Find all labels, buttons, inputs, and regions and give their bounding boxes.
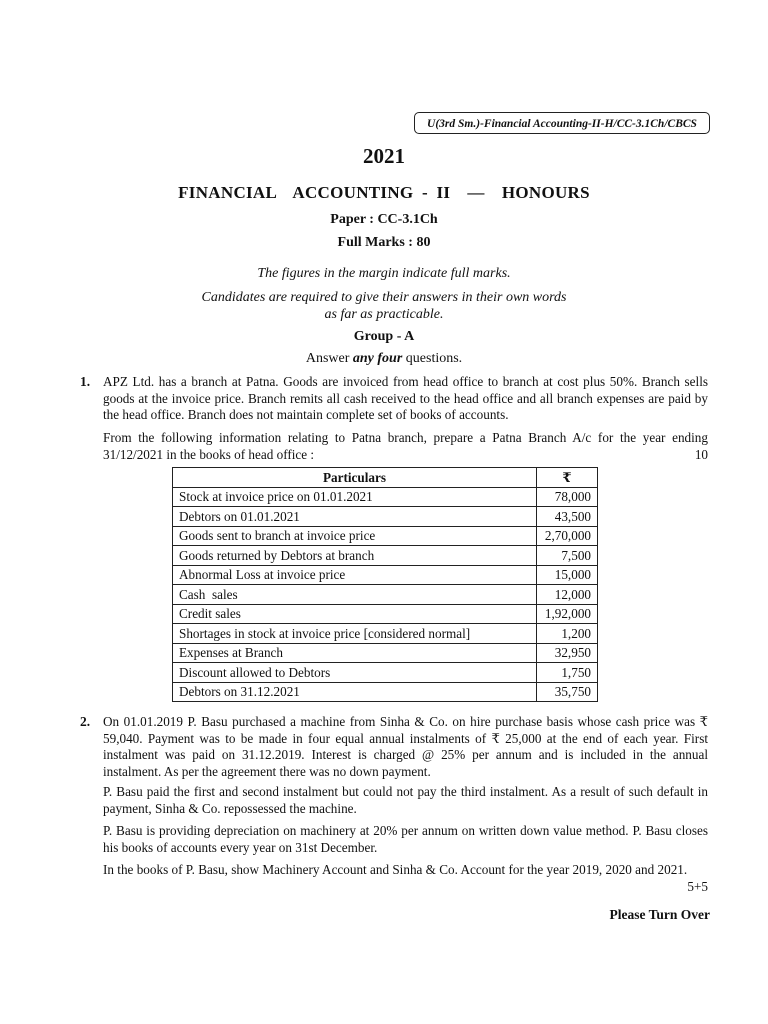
paper-code-box: U(3rd Sm.)-Financial Accounting-II-H/CC-3.1Ch/CBCS: [414, 112, 710, 134]
row-amount: 1,92,000: [537, 604, 598, 624]
table-row: [173, 643, 598, 663]
table-body: [173, 487, 598, 702]
question-1-marks: 10: [694, 447, 708, 462]
row-amount: 1,750: [537, 663, 598, 683]
question-2-para-4: In the books of P. Basu, show Machinery Account and Sinha & Co. Account for the year 2019, 2020 and 2021.: [103, 862, 688, 877]
question-2-marks: 5+5: [687, 879, 708, 894]
full-marks: Full Marks : 80: [337, 235, 431, 250]
table-row: [173, 526, 598, 546]
paper-label: Paper : CC-3.1Ch: [330, 212, 438, 227]
row-amount: 12,000: [537, 585, 598, 605]
question-2-para-1: On 01.01.2019 P. Basu purchased a machine from Sinha & Co. on hire purchase basis whose cash price was ₹ 59,040. Payment was to be made in four equal annual instalments of ₹ 25,000 at the end of each year. First instalment was paid on 31.12.2019. Interest is charged @ 25% per annum and is included in the annual instalment. As per the agreement there was no down payment.: [103, 714, 708, 779]
exam-title: FINANCIAL ACCOUNTING - II — HONOURS: [178, 183, 590, 202]
row-amount: 7,500: [537, 546, 598, 566]
answer-prefix: Answer: [305, 351, 353, 366]
answer-emphasis: any four: [352, 351, 403, 366]
row-amount: 15,000: [537, 565, 598, 585]
group-heading: Group - A: [353, 329, 415, 344]
instruction-own-words: [0, 289, 768, 323]
question-1-number: 1.: [80, 374, 91, 389]
table-header-row: [173, 468, 598, 488]
branch-data-table: [172, 467, 598, 702]
row-amount: 43,500: [537, 507, 598, 527]
question-2-number: 2.: [80, 714, 91, 729]
row-particular: Discount allowed to Debtors: [173, 663, 537, 683]
table-row: [173, 663, 598, 683]
table-row: [173, 682, 598, 702]
row-amount: 1,200: [537, 624, 598, 644]
table-row: [173, 546, 598, 566]
question-1-para-2: From the following information relating to Patna branch, prepare a Patna Branch A/c for the year ending 31/12/2021 in the books of head office :: [103, 430, 708, 462]
please-turn-over: Please Turn Over: [609, 907, 710, 922]
question-2-para-3: P. Basu is providing depreciation on machinery at 20% per annum on written down value method. P. Basu closes his books of accounts every year on 31st December.: [103, 823, 708, 855]
row-amount: 78,000: [537, 487, 598, 507]
row-particular: Cash sales: [173, 585, 537, 605]
row-particular: Debtors on 31.12.2021: [173, 682, 537, 702]
table-row: [173, 565, 598, 585]
row-particular: Goods sent to branch at invoice price: [173, 526, 537, 546]
question-1-para-1: APZ Ltd. has a branch at Patna. Goods are invoiced from head office to branch at cost plus 50%. Branch sells goods at the invoice price. Branch remits all cash received to the head office and all branch expenses are paid by the head office. Branch does not maintain complete set of books of accounts.: [103, 374, 708, 422]
instruction-own-words-line1: Candidates are required to give their answers in their own words: [201, 290, 567, 305]
col-amount-header: ₹: [537, 468, 598, 488]
instruction-margin: The figures in the margin indicate full marks.: [257, 266, 511, 281]
row-particular: Stock at invoice price on 01.01.2021: [173, 487, 537, 507]
question-2-para-2: P. Basu paid the first and second instalment but could not pay the third instalment. As a result of such default in payment, Sinha & Co. repossessed the machine.: [103, 784, 708, 816]
row-particular: Goods returned by Debtors at branch: [173, 546, 537, 566]
exam-year: 2021: [363, 144, 405, 168]
table-row: [173, 487, 598, 507]
col-particulars-header: Particulars: [173, 468, 537, 488]
answer-instruction: [0, 351, 768, 367]
row-amount: 32,950: [537, 643, 598, 663]
row-particular: Debtors on 01.01.2021: [173, 507, 537, 527]
table-row: [173, 507, 598, 527]
table-row: [173, 585, 598, 605]
table-row: [173, 624, 598, 644]
row-amount: 35,750: [537, 682, 598, 702]
answer-suffix: questions.: [402, 351, 463, 366]
table-row: [173, 604, 598, 624]
instruction-own-words-line2: as far as practicable.: [324, 307, 444, 322]
row-particular: Abnormal Loss at invoice price: [173, 565, 537, 585]
row-particular: Expenses at Branch: [173, 643, 537, 663]
row-particular: Credit sales: [173, 604, 537, 624]
row-particular: Shortages in stock at invoice price [considered normal]: [173, 624, 537, 644]
row-amount: 2,70,000: [537, 526, 598, 546]
